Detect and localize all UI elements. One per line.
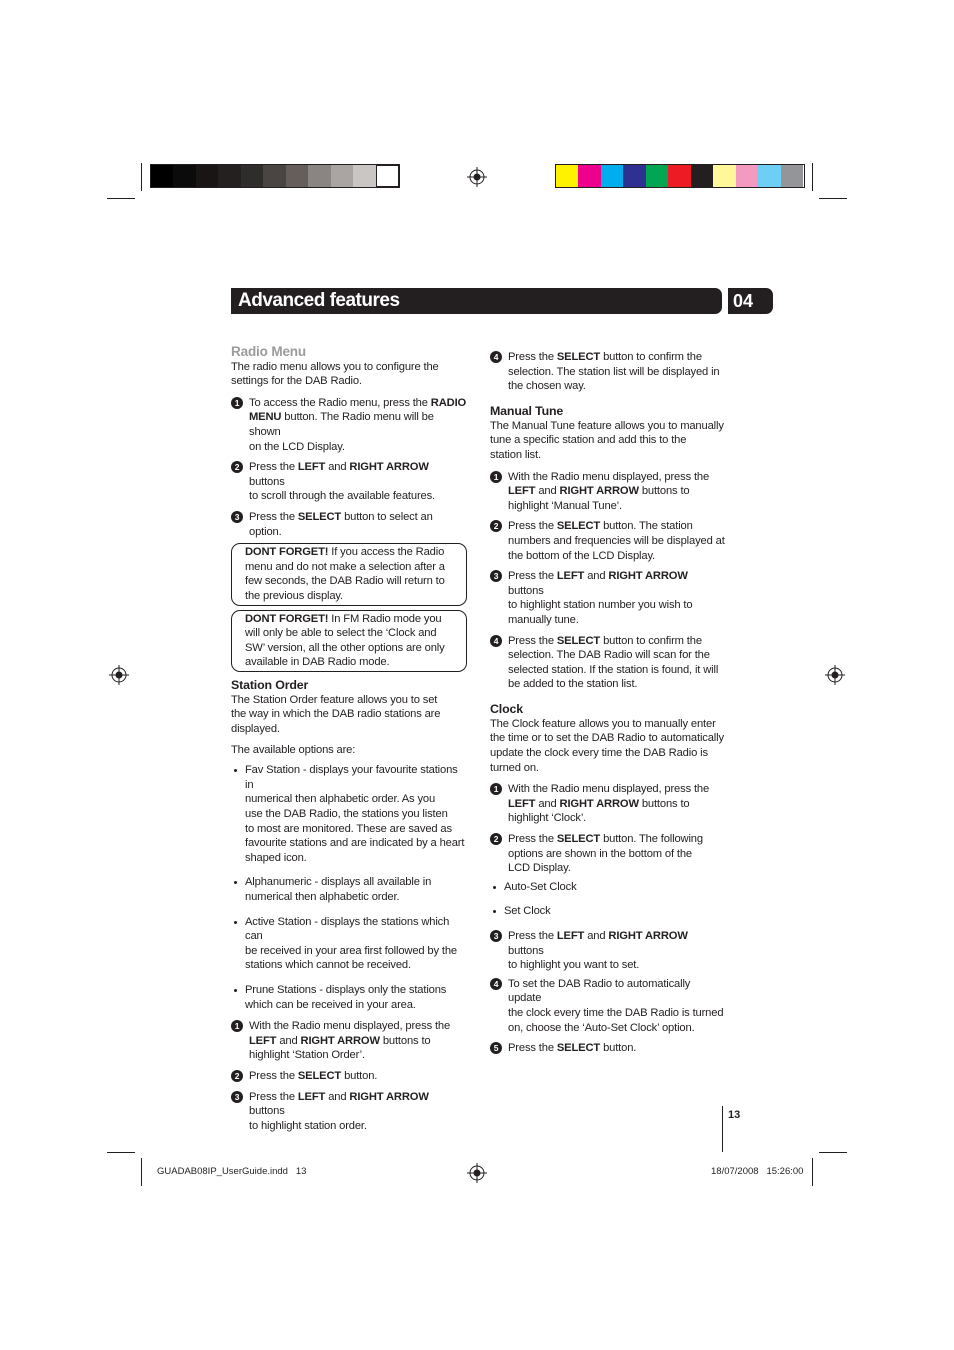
manual-tune-intro: The Manual Tune feature allows you to manually tune a specific station and add this to the station list. <box>490 419 724 461</box>
manual-tune-step-4: 4 Press the SELECT button to confirm the selection. The DAB Radio will scan for the selected station. If the station is found, it will be added to the station list. <box>490 634 726 692</box>
step-number-icon: 1 <box>490 783 502 795</box>
page-number: 13 <box>728 1109 741 1121</box>
crop-mark <box>141 1158 142 1186</box>
registration-mark-icon <box>467 167 487 187</box>
radio-menu-step-2: 2 Press the LEFT and RIGHT ARROW buttons to scroll through the available features. <box>231 460 467 504</box>
crop-mark <box>141 163 142 191</box>
station-order-intro: The Station Order feature allows you to set the way in which the DAB radio stations are displayed. <box>231 693 441 736</box>
manual-tune-heading: Manual Tune <box>490 403 564 418</box>
station-order-heading: Station Order <box>231 677 309 692</box>
radio-menu-heading: Radio Menu <box>231 344 306 359</box>
manual-tune-step-2: 2 Press the SELECT button. The station numbers and frequencies will be displayed at the bottom of the LCD Display. <box>490 519 726 563</box>
page-divider <box>722 1106 723 1152</box>
file-info: GUADAB08IP_UserGuide.indd 13 <box>157 1166 307 1177</box>
step-number-icon: 3 <box>490 930 502 942</box>
registration-mark-icon <box>467 1163 487 1183</box>
crop-mark <box>107 198 135 199</box>
clock-step-1: 1 With the Radio menu displayed, press the LEFT and RIGHT ARROW buttons to highlight ‘Clock’. <box>490 782 726 826</box>
dont-forget-note: DONT FORGET! In FM Radio mode you will only be able to select the ‘Clock and SW’ version, all the other options are only available in DAB Radio mode. <box>231 610 467 672</box>
manual-tune-step-1: 1 With the Radio menu displayed, press the LEFT and RIGHT ARROW buttons to highlight ‘Manual Tune’. <box>490 470 726 514</box>
list-item: Auto-Set Clock <box>490 880 726 895</box>
station-order-step-2: 2 Press the SELECT button. <box>231 1069 467 1084</box>
left-column <box>231 345 467 1133</box>
crop-mark <box>819 198 847 199</box>
radio-menu-step-1: 1 To access the Radio menu, press the RADIO MENU button. The Radio menu will be shown on the LCD Display. <box>231 396 467 454</box>
list-item: Prune Stations - displays only the stations which can be received in your area. <box>231 983 467 1012</box>
step-number-icon: 4 <box>490 978 502 990</box>
list-item: Fav Station - displays your favourite stations in numerical then alphabetic order. As you use the DAB Radio, the stations you listen to most are monitored. These are saved as favourite stations and are indicated by a heart shaped icon. <box>231 763 467 865</box>
clock-intro: The Clock feature allows you to manually enter the time or to set the DAB Radio to automatically update the clock every time the DAB Radio is turned on. <box>490 717 724 774</box>
clock-heading: Clock <box>490 701 523 716</box>
clock-step-2: 2 Press the SELECT button. The following options are shown in the bottom of the LCD Display. <box>490 832 726 876</box>
crop-mark <box>812 1158 813 1186</box>
radio-menu-intro: The radio menu allows you to configure the settings for the DAB Radio. <box>231 360 439 388</box>
station-order-step-1: 1 With the Radio menu displayed, press the LEFT and RIGHT ARROW buttons to highlight ‘Station Order’. <box>231 1019 467 1063</box>
step-number-icon: 1 <box>231 397 243 409</box>
step-number-icon: 4 <box>490 351 502 363</box>
print-timestamp: 18/07/2008 15:26:00 <box>711 1166 804 1177</box>
list-item: Active Station - displays the stations which can be received in your area first followed by the stations which cannot be received. <box>231 915 467 973</box>
step-number-icon: 3 <box>490 570 502 582</box>
radio-menu-step-3: 3 Press the SELECT button to select an option. <box>231 510 467 539</box>
options-label: The available options are: <box>231 743 356 756</box>
page-title: Advanced features <box>238 290 400 311</box>
registration-mark-icon <box>825 665 845 685</box>
clock-step-3: 3 Press the LEFT and RIGHT ARROW buttons to highlight you want to set. <box>490 929 726 973</box>
manual-tune-step-3: 3 Press the LEFT and RIGHT ARROW buttons to highlight station number you wish to manually tune. <box>490 569 726 627</box>
step-number-icon: 5 <box>490 1042 502 1054</box>
registration-mark-icon <box>109 665 129 685</box>
list-item: Set Clock <box>490 904 726 919</box>
station-order-step-4: 4 Press the SELECT button to confirm the selection. The station list will be displayed in the chosen way. <box>490 350 726 394</box>
step-number-icon: 2 <box>231 461 243 473</box>
step-number-icon: 3 <box>231 1091 243 1103</box>
station-order-step-3: 3 Press the LEFT and RIGHT ARROW buttons to highlight station order. <box>231 1090 467 1134</box>
clock-step-4: 4 To set the DAB Radio to automatically update the clock every time the DAB Radio is turned on, choose the ‘Auto-Set Clock’ option. <box>490 977 726 1035</box>
crop-mark <box>107 1152 135 1153</box>
step-number-icon: 2 <box>490 833 502 845</box>
list-item: Alphanumeric - displays all available in numerical then alphabetic order. <box>231 875 467 904</box>
crop-mark <box>812 163 813 191</box>
step-number-icon: 2 <box>231 1070 243 1082</box>
step-number-icon: 1 <box>231 1020 243 1032</box>
step-number-icon: 3 <box>231 511 243 523</box>
right-column <box>490 350 726 1056</box>
step-number-icon: 2 <box>490 520 502 532</box>
dont-forget-note: DONT FORGET! If you access the Radio menu and do not make a selection after a few seconds, the DAB Radio will return to the previous display. <box>231 543 467 605</box>
step-number-icon: 1 <box>490 471 502 483</box>
chapter-number: 04 <box>733 291 754 311</box>
step-number-icon: 4 <box>490 635 502 647</box>
crop-mark <box>819 1152 847 1153</box>
clock-step-5: 5 Press the SELECT button. <box>490 1041 726 1056</box>
